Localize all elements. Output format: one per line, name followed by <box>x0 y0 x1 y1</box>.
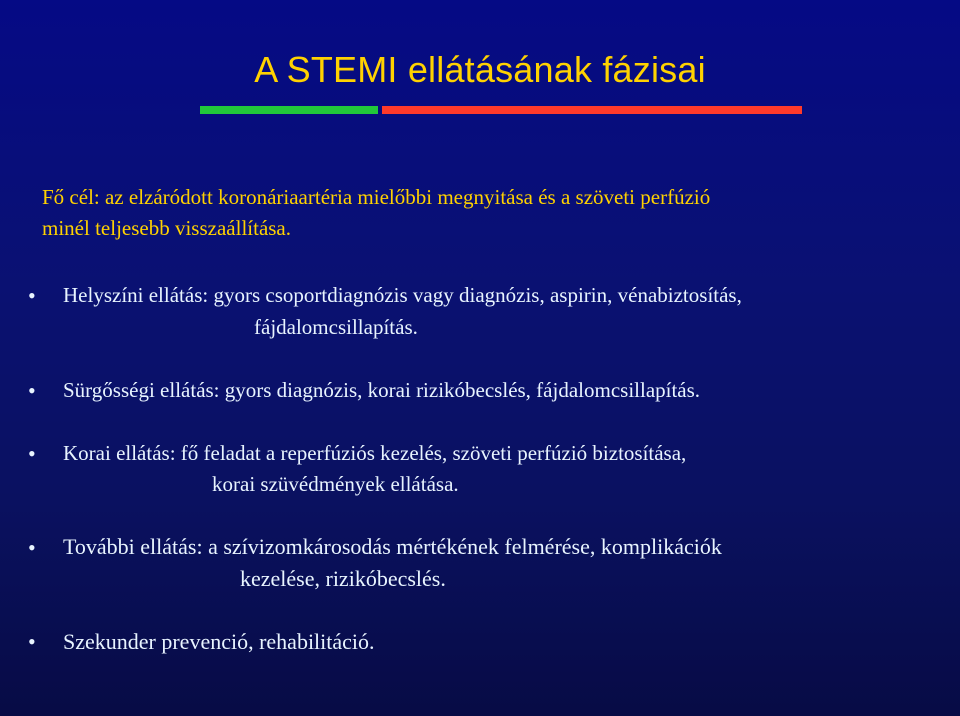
bullet-3-line-1: Korai ellátás: fő feladat a reperfúziós kezelés, szöveti perfúzió biztosítása, <box>63 441 687 465</box>
bullet-2-line-1: Sürgősségi ellátás: gyors diagnózis, korai rizikóbecslés, fájdalomcsillapítás. <box>63 378 701 402</box>
lead-line-1: Fő cél: az elzáródott koronáriaartéria mielőbbi megnyitása és a szöveti perfúzió <box>42 185 711 209</box>
bullet-4-line-2: kezelése, rizikóbecslés. <box>240 566 446 591</box>
bullet-marker: • <box>28 378 36 403</box>
bullet-5-line-1: Szekunder prevenció, rehabilitáció. <box>63 629 375 654</box>
bullet-marker: • <box>28 283 36 308</box>
bullet-marker: • <box>28 535 36 560</box>
bullet-1-line-2: fájdalomcsillapítás. <box>254 315 418 339</box>
bullet-1-line-1: Helyszíni ellátás: gyors csoportdiagnózis vagy diagnózis, aspirin, vénabiztosítás, <box>63 283 742 307</box>
title-underline-green <box>200 106 378 114</box>
bullet-3-line-2: korai szüvédmények ellátása. <box>212 472 459 496</box>
lead-line-2: minél teljesebb visszaállítása. <box>42 216 292 240</box>
slide-title: A STEMI ellátásának fázisai <box>254 49 706 90</box>
bullet-4-line-1: További ellátás: a szívizomkárosodás mértékének felmérése, komplikációk <box>63 534 722 559</box>
bullet-marker: • <box>28 629 36 654</box>
bullet-marker: • <box>28 441 36 466</box>
title-underline-red <box>382 106 802 114</box>
